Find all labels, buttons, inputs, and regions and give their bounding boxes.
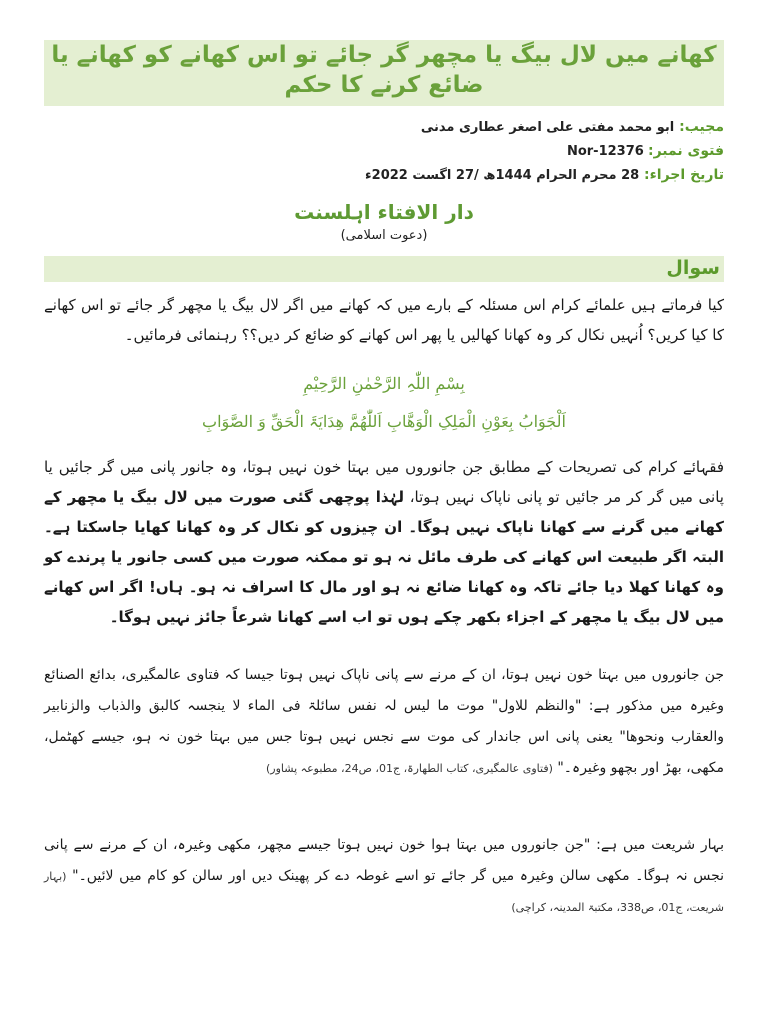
- fatwa-number-row: فتوی نمبر: Nor-12376: [566, 143, 724, 159]
- answer-paragraph-2: [44, 660, 724, 784]
- title-line-2: ضائع کرنے کا حکم: [284, 72, 484, 98]
- mujeeb-value: ابو محمد مفتی علی اصغر عطاری مدنی: [420, 120, 675, 135]
- answer-paragraph-3: [44, 830, 724, 923]
- answer-3-text: بہار شریعت میں ہے: "جن جانوروں میں بہتا ہوا خون نہیں ہوتا جیسے مچھر، مکھی وغیرہ، ان کے مرنے سے پانی نجس نہ ہوگا۔ مکھی سالن وغیرہ میں گر جائے تو اسے غوطہ دے کر پھینک دیں اور سالن کو کام میں لائیں۔": [44, 837, 724, 884]
- mujeeb-label: مجیب: [684, 119, 724, 135]
- answer-2-reference: (فتاوی عالمگیری، کتاب الطھارۃ، ج01، ص24، مطبوعہ پشاور): [266, 762, 553, 775]
- mujeeb-row: مجیب: ابو محمد مفتی علی اصغر عطاری مدنی: [420, 119, 724, 135]
- date-row: تاریخ اجراء: 28 محرم الحرام 1444ھ /27 اگست 2022ء: [365, 167, 724, 183]
- title-banner: [44, 40, 724, 106]
- answer-3-reference: (بہار شریعت، ج01، ص338، مکتبۃ المدینہ، کراچی): [44, 870, 724, 914]
- answer-paragraph-1: [44, 452, 724, 632]
- fatwa-number-value: Nor-12376: [566, 144, 644, 159]
- answer-1-normal: فقہائے کرام کی تصریحات کے مطابق جن جانوروں میں بہتا خون نہیں ہوتا، وہ جانور پانی میں گر جائیں یا پانی میں گر کر مر جائیں تو پانی ناپاک نہیں ہوتا،: [44, 458, 724, 506]
- bismillah: بِسْمِ اللّٰہِ الرَّحْمٰنِ الرَّحِیْمِ: [303, 374, 465, 393]
- date-label: تاریخ اجراء: [649, 167, 724, 183]
- title-line-1: کھانے میں لال بیگ یا مچھر گر جائے تو اس کھانے کو کھانے یا: [51, 42, 717, 68]
- dawat-subheading: (دعوت اسلامی): [340, 228, 428, 243]
- date-value: 28 محرم الحرام 1444ھ /27 اگست 2022ء: [365, 168, 640, 183]
- fatwa-number-label: فتوی نمبر: [653, 143, 724, 159]
- sawal-heading: سوال: [666, 257, 720, 279]
- darul-ifta-heading: دار الافتاء اہلسنت: [294, 200, 474, 224]
- answer-2-text: جن جانوروں میں بہتا خون نہیں ہوتا، ان کے مرنے سے پانی ناپاک نہیں ہوتا جیسا کہ فتاوی عالمگیری، بدائع الصنائع وغیرہ میں مذکور ہے: "والنظم للاول" موت ما لیس لہ نفس سائلۃ فی الماء لا ینجسہ کالبق والذباب والزنابیر والعقارب ونحوھا" یعنی پانی اس جاندار کی موت سے نجس نہیں ہوتا جس میں بہتا خون نہ ہو، جیسے کھٹمل، مکھی، بھڑ اور بچھو وغیرہ۔": [44, 667, 724, 776]
- question-text: کیا فرماتے ہیں علمائے کرام اس مسئلہ کے بارے میں کہ کھانے میں اگر لال بیگ یا مچھر گر جائے تو اس کھانے کا کیا کریں؟ اُنہیں نکال کر وہ کھانا کھالیں یا پھر اس کھانے کو ضائع کر دیں؟؟ رہنمائی فرمائیں۔: [44, 296, 724, 344]
- answer-1-bold: لہٰذا پوچھی گئی صورت میں لال بیگ یا مچھر کے کھانے میں گرنے سے کھانا ناپاک نہیں ہوگا۔ ان چیزوں کو نکال کر وہ کھانا کھایا جاسکتا ہے۔ البتہ اگر طبیعت اس کھانے کی طرف مائل نہ ہو تو ممکنہ صورت میں کسی جانور یا پرندے کو وہ کھانا کھلا دیا جائے تاکہ وہ کھانا ضائع نہ ہو اور مال کا اسراف نہ ہو۔ ہاں! اگر اس کھانے میں لال بیگ یا مچھر کے اجزاء بکھر چکے ہوں تو اب اسے کھانا شرعاً جائز نہیں ہوگا۔: [44, 488, 724, 626]
- jawab-formula: اَلْجَوَابُ بِعَوْنِ الْمَلِکِ الْوَھَّابِ اَللّٰھُمَّ ھِدَایَۃَ الْحَقِّ وَ الصَّوَابِ: [202, 412, 566, 431]
- sawal-banner: [44, 256, 724, 282]
